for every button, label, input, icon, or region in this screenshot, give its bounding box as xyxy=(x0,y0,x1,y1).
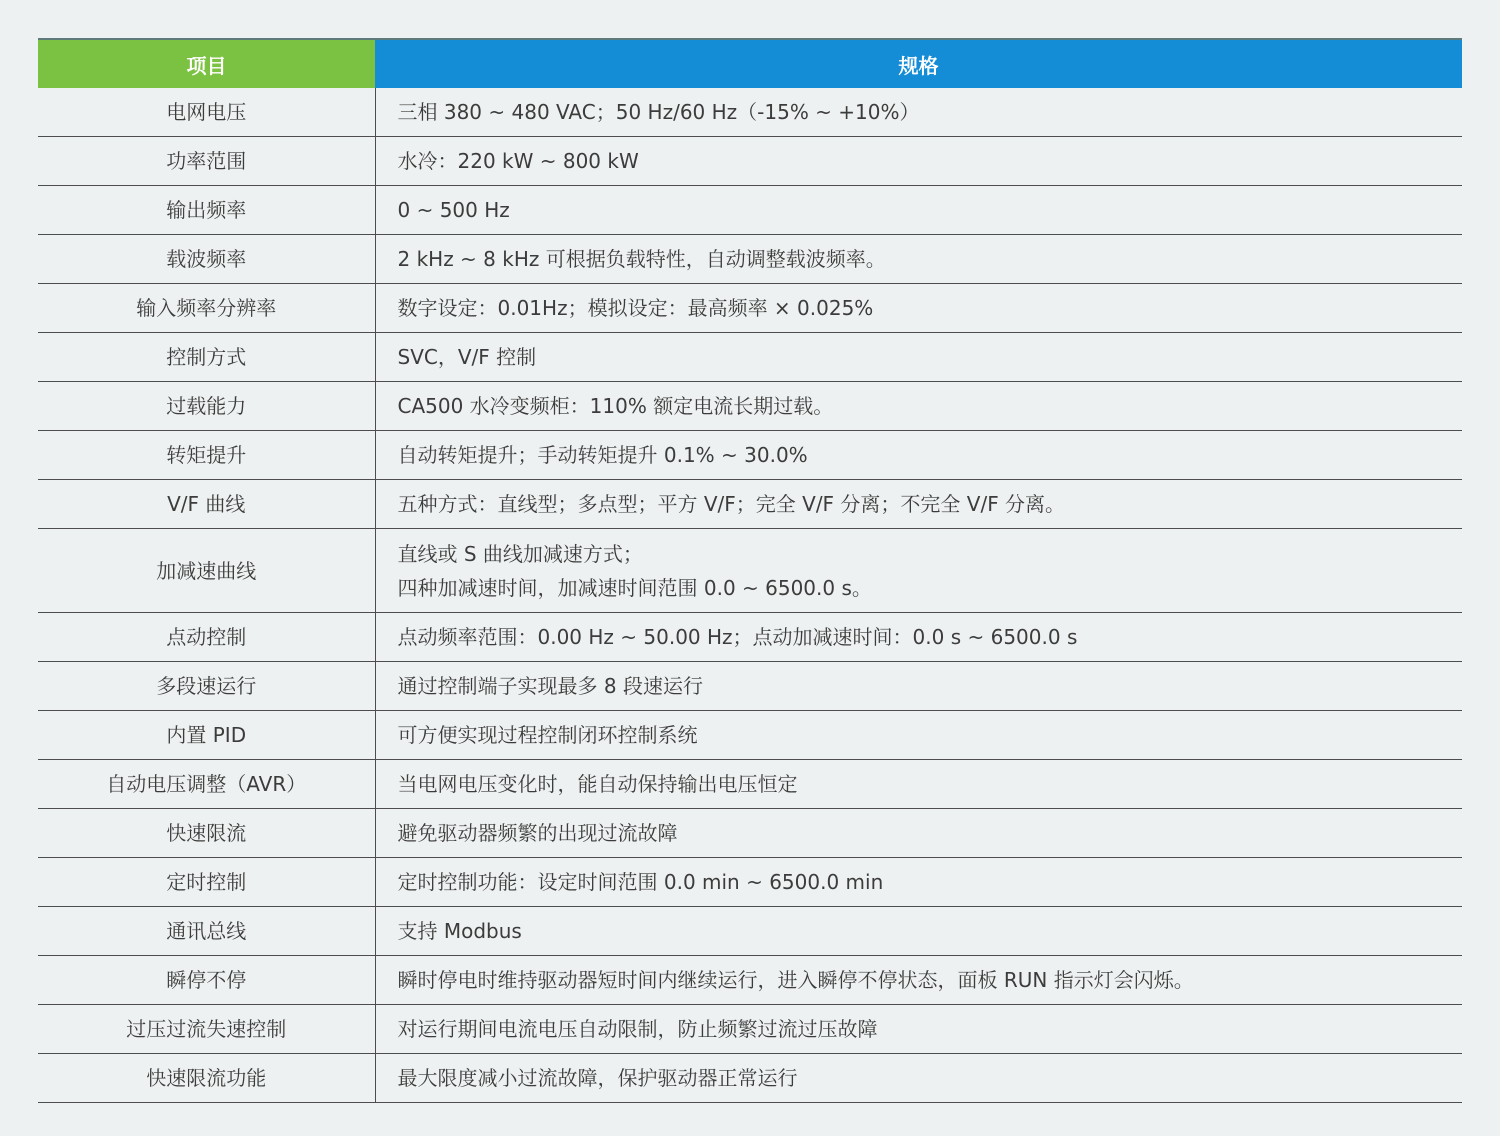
row-spec-cell xyxy=(375,760,1462,809)
row-spec-line: 自动转矩提升；手动转矩提升 0.1% ~ 30.0% xyxy=(397,443,808,467)
table-row xyxy=(38,858,1462,907)
table-header xyxy=(38,39,1462,88)
row-spec-cell xyxy=(375,956,1462,1005)
row-spec-cell xyxy=(375,186,1462,235)
table-row xyxy=(38,235,1462,284)
row-item-label: 功率范围 xyxy=(38,137,375,186)
row-item-label: 多段速运行 xyxy=(38,662,375,711)
row-spec-cell xyxy=(375,662,1462,711)
row-spec-line: 2 kHz ~ 8 kHz 可根据负载特性，自动调整载波频率。 xyxy=(397,247,886,271)
row-spec-line: 对运行期间电流电压自动限制，防止频繁过流过压故障 xyxy=(397,1017,878,1041)
row-item-label: 内置 PID xyxy=(38,711,375,760)
table-row xyxy=(38,613,1462,662)
header-item: 项目 xyxy=(38,39,375,88)
row-spec-line: 最大限度减小过流故障，保护驱动器正常运行 xyxy=(397,1066,798,1090)
row-spec-cell xyxy=(375,1005,1462,1054)
table-row xyxy=(38,88,1462,137)
table-row xyxy=(38,431,1462,480)
row-spec-line: 四种加减速时间，加减速时间范围 0.0 ~ 6500.0 s。 xyxy=(397,575,872,600)
row-item-label: 过载能力 xyxy=(38,382,375,431)
table-row xyxy=(38,1054,1462,1103)
row-item-label: 瞬停不停 xyxy=(38,956,375,1005)
row-item-label: 电网电压 xyxy=(38,88,375,137)
row-spec-line: SVC，V/F 控制 xyxy=(397,345,537,369)
row-item-label: 载波频率 xyxy=(38,235,375,284)
table-row xyxy=(38,529,1462,613)
row-item-label: 加减速曲线 xyxy=(38,529,375,613)
row-spec-cell xyxy=(375,529,1462,613)
row-item-label: V/F 曲线 xyxy=(38,480,375,529)
row-spec-cell xyxy=(375,88,1462,137)
row-item-label: 快速限流 xyxy=(38,809,375,858)
table-row xyxy=(38,1005,1462,1054)
row-spec-line: 通过控制端子实现最多 8 段速运行 xyxy=(397,674,703,698)
row-spec-line: 0 ~ 500 Hz xyxy=(397,198,510,222)
row-item-label: 点动控制 xyxy=(38,613,375,662)
row-spec-cell xyxy=(375,858,1462,907)
row-spec-line: 水冷：220 kW ~ 800 kW xyxy=(397,149,639,173)
row-spec-line: 直线或 S 曲线加减速方式； xyxy=(397,541,643,566)
row-item-label: 输入频率分辨率 xyxy=(38,284,375,333)
table-row xyxy=(38,662,1462,711)
row-spec-line: CA500 水冷变频柜：110% 额定电流长期过载。 xyxy=(397,394,834,418)
table-row xyxy=(38,956,1462,1005)
row-spec-cell xyxy=(375,382,1462,431)
row-spec-line: 五种方式：直线型；多点型；平方 V/F；完全 V/F 分离；不完全 V/F 分离。 xyxy=(397,492,1066,516)
table-row xyxy=(38,333,1462,382)
row-spec-cell xyxy=(375,333,1462,382)
row-spec-cell xyxy=(375,711,1462,760)
row-spec-cell xyxy=(375,480,1462,529)
row-spec-cell xyxy=(375,613,1462,662)
row-item-label: 快速限流功能 xyxy=(38,1054,375,1103)
row-item-label: 通讯总线 xyxy=(38,907,375,956)
row-item-label: 控制方式 xyxy=(38,333,375,382)
table-row xyxy=(38,760,1462,809)
row-spec-line: 支持 Modbus xyxy=(397,919,522,943)
spec-table xyxy=(38,38,1462,1103)
row-spec-cell xyxy=(375,137,1462,186)
table-row xyxy=(38,186,1462,235)
row-item-label: 定时控制 xyxy=(38,858,375,907)
row-spec-cell xyxy=(375,1054,1462,1103)
row-spec-line: 点动频率范围：0.00 Hz ~ 50.00 Hz；点动加减速时间：0.0 s ~ 6500.0 s xyxy=(397,625,1078,649)
row-spec-line: 可方便实现过程控制闭环控制系统 xyxy=(397,723,698,747)
row-spec-line: 三相 380 ~ 480 VAC；50 Hz/60 Hz（-15% ~ +10%） xyxy=(397,100,920,124)
row-spec-cell xyxy=(375,235,1462,284)
header-row xyxy=(38,39,1462,88)
row-spec-line: 数字设定：0.01Hz；模拟设定：最高频率 × 0.025% xyxy=(397,296,874,320)
table-row xyxy=(38,480,1462,529)
row-spec-cell xyxy=(375,907,1462,956)
header-spec: 规格 xyxy=(375,39,1462,88)
table-row xyxy=(38,137,1462,186)
table-row xyxy=(38,907,1462,956)
table-row xyxy=(38,382,1462,431)
table-row xyxy=(38,711,1462,760)
row-item-label: 输出频率 xyxy=(38,186,375,235)
row-item-label: 转矩提升 xyxy=(38,431,375,480)
row-spec-cell xyxy=(375,431,1462,480)
row-spec-cell xyxy=(375,284,1462,333)
row-spec-line: 避免驱动器频繁的出现过流故障 xyxy=(397,821,678,845)
row-spec-cell xyxy=(375,809,1462,858)
row-spec-line: 定时控制功能：设定时间范围 0.0 min ~ 6500.0 min xyxy=(397,870,884,894)
table-body xyxy=(38,88,1462,1103)
table-row xyxy=(38,809,1462,858)
row-item-label: 自动电压调整（AVR） xyxy=(38,760,375,809)
row-spec-line: 当电网电压变化时，能自动保持输出电压恒定 xyxy=(397,772,798,796)
row-spec-line: 瞬时停电时维持驱动器短时间内继续运行，进入瞬停不停状态，面板 RUN 指示灯会闪烁。 xyxy=(397,968,1194,992)
row-item-label: 过压过流失速控制 xyxy=(38,1005,375,1054)
table-row xyxy=(38,284,1462,333)
